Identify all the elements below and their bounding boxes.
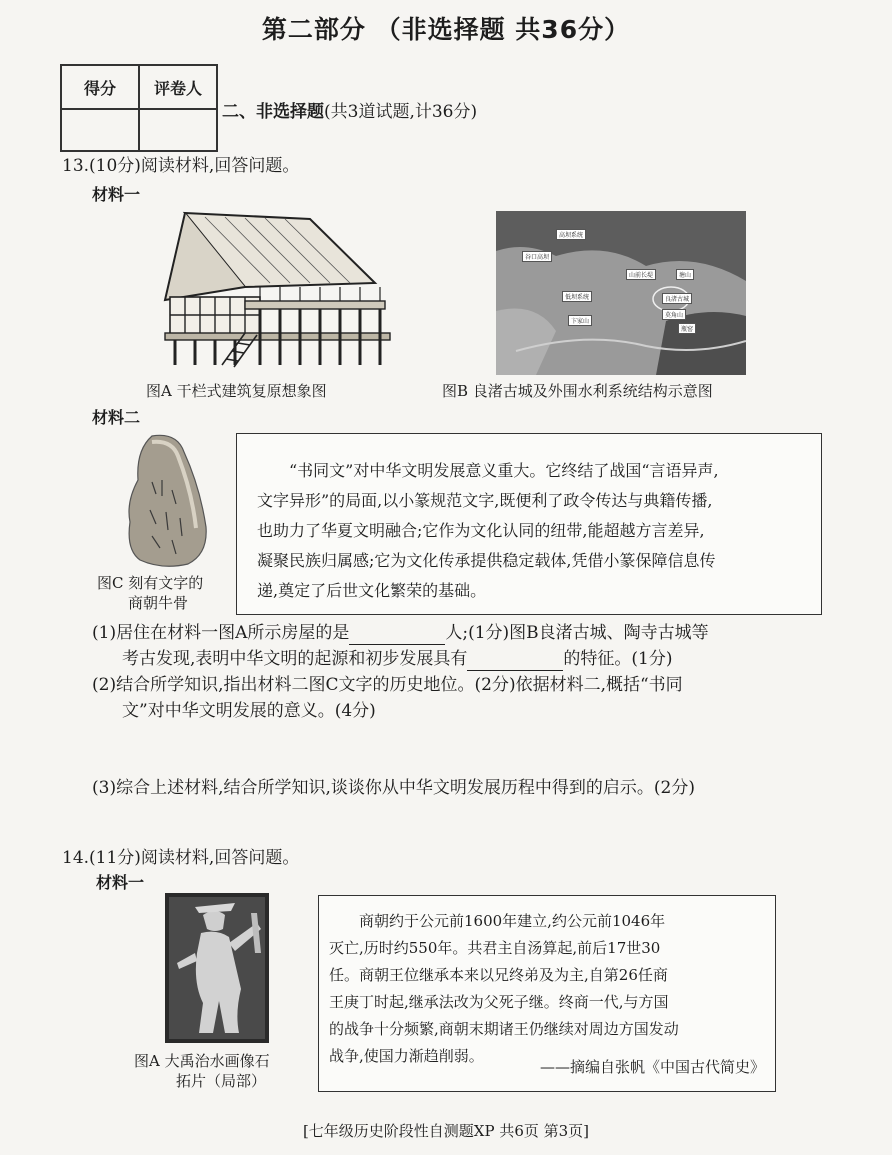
answer-blank-1[interactable] xyxy=(349,626,445,645)
map-terrain xyxy=(496,211,746,375)
q14-passage-line: 灭亡,历时约550年。共君主自汤算起,前后17世30 xyxy=(329,939,661,957)
q14-material1-box xyxy=(318,895,776,1092)
score-cell xyxy=(61,109,139,151)
q13-material2-box xyxy=(236,433,822,615)
q13-stem: 13.(10分)阅读材料,回答问题。 xyxy=(62,156,300,176)
q14-passage-line: 任。商朝王位继承本来以兄终弟及为主,自第26任商 xyxy=(329,966,668,984)
map-label-1: 高坝系统 xyxy=(556,229,586,240)
q13-material2-label: 材料二 xyxy=(92,408,141,427)
stilt-house-illustration xyxy=(150,205,400,373)
q13-figC-caption-2: 商朝牛骨 xyxy=(128,594,189,612)
q13-passage-line: 也助力了华夏文明融合;它作为文化认同的纽带,能超越方言差异, xyxy=(257,521,705,540)
q14-passage xyxy=(329,908,769,1070)
q14-passage-line: 王庚丁时起,继承法改为父死子继。终商一代,与方国 xyxy=(329,993,669,1011)
q14-stem: 14.(11分)阅读材料,回答问题。 xyxy=(62,848,300,868)
map-label-9: 瓶窑 xyxy=(678,323,696,334)
q13-passage-line: 递,奠定了后世文化繁荣的基础。 xyxy=(257,581,487,600)
q13-material1-label: 材料一 xyxy=(92,185,141,204)
q13-sub1-text-d: 的特征。(1分) xyxy=(563,649,673,669)
q14-source: ——摘编自张帆《中国古代简史》 xyxy=(539,1058,765,1076)
map-label-5: 良渚古城 xyxy=(662,293,692,304)
liangzhu-map xyxy=(496,211,746,375)
page-footer: [七年级历史阶段性自测题XP 共6页 第3页] xyxy=(302,1122,590,1140)
map-label-4: 山前长堤 xyxy=(626,269,656,280)
answer-blank-2[interactable] xyxy=(467,652,563,671)
q14-passage-line: 战争,使国力渐趋削弱。 xyxy=(329,1047,484,1065)
q14-passage-line: 商朝约于公元前1600年建立,约公元前1046年 xyxy=(359,912,666,930)
map-label-8: 莫角山 xyxy=(662,309,686,320)
q13-sub1-line2 xyxy=(122,647,673,671)
q14-passage-line: 的战争十分频繁,商朝末期诸王仍继续对周边方国发动 xyxy=(329,1020,679,1038)
q13-sub3: (3)综合上述材料,结合所学知识,谈谈你从中华文明发展历程中得到的启示。(2分) xyxy=(92,778,695,798)
q13-sub1-text-c: 考古发现,表明中华文明的起源和初步发展具有 xyxy=(122,649,468,669)
map-label-7: 卞家山 xyxy=(568,315,592,326)
oracle-bone-image xyxy=(122,432,212,570)
q13-figC-caption-1: 图C 刻有文字的 xyxy=(97,574,204,592)
q13-sub2-line2: 文”对中华文明发展的意义。(4分) xyxy=(122,701,376,721)
score-header: 得分 xyxy=(61,65,139,109)
q14-material1-label: 材料一 xyxy=(96,873,145,892)
q13-passage-line: 凝聚民族归属感;它为文化传承提供稳定载体,凭借小篆保障信息传 xyxy=(257,551,716,570)
q14-figA-caption-1: 图A 大禹治水画像石 xyxy=(134,1052,270,1070)
q13-passage-line: “书同文”对中华文明发展意义重大。它终结了战国“言语异声, xyxy=(289,461,719,480)
q13-figA-caption: 图A 干栏式建筑复原想象图 xyxy=(146,382,327,400)
section-heading xyxy=(222,97,477,122)
map-label-6: 塘山 xyxy=(676,269,694,280)
section-title: 二、非选择题 xyxy=(222,102,324,122)
score-table xyxy=(60,64,218,152)
q13-passage xyxy=(257,456,811,606)
q14-figA-caption-2: 拓片（局部） xyxy=(176,1072,267,1090)
grader-cell xyxy=(139,109,217,151)
grader-header: 评卷人 xyxy=(139,65,217,109)
page-title: 第二部分 （非选择题 共36分） xyxy=(261,15,631,44)
map-label-3: 低坝系统 xyxy=(562,291,592,302)
q13-passage-line: 文字异形”的局面,以小篆规范文字,既便利了政令传达与典籍传播, xyxy=(257,491,713,510)
q13-figB-caption: 图B 良渚古城及外围水利系统结构示意图 xyxy=(442,382,713,400)
q13-sub1-text-a: (1)居住在材料一图A所示房屋的是 xyxy=(92,623,350,643)
q13-sub2-line1: (2)结合所学知识,指出材料二图C文字的历史地位。(2分)依据材料二,概括“书同 xyxy=(92,675,683,695)
stone-rubbing-image xyxy=(165,893,269,1043)
q13-sub1-text-b: 人;(1分)图B良渚古城、陶寺古城等 xyxy=(445,623,709,643)
q13-sub1-line1 xyxy=(92,621,709,645)
section-note: (共3道试题,计36分) xyxy=(324,102,478,122)
map-label-2: 谷口高坝 xyxy=(522,251,552,262)
